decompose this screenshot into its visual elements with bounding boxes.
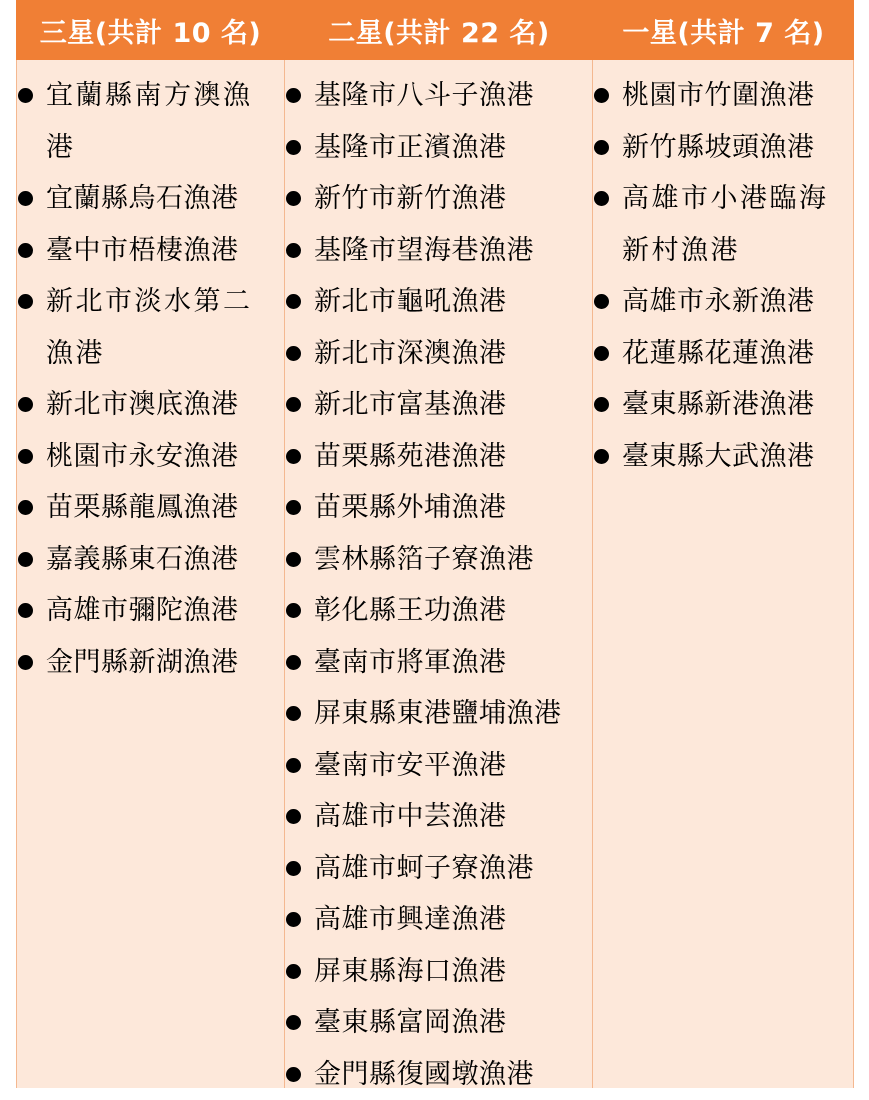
- three-star-list: [17, 70, 284, 688]
- list-item: [593, 173, 853, 276]
- bullet-icon: [286, 397, 301, 412]
- one-star-list: [593, 70, 853, 482]
- bullet-icon: [594, 140, 609, 155]
- port-name: 基隆市望海巷漁港: [314, 235, 534, 266]
- list-item: [285, 688, 592, 740]
- bullet-icon: [594, 449, 609, 464]
- port-name: 高雄市興達漁港: [314, 904, 507, 935]
- bullet-icon: [286, 88, 301, 103]
- port-name: 高雄市中芸漁港: [314, 801, 507, 832]
- port-name: 新北市龜吼漁港: [314, 286, 507, 317]
- list-item: [17, 637, 284, 689]
- list-item: [285, 894, 592, 946]
- port-name: 高雄市小港臨海新村漁港: [622, 183, 829, 266]
- list-item: [285, 997, 592, 1049]
- port-name: 桃園市竹圍漁港: [622, 80, 815, 111]
- bullet-icon: [286, 706, 301, 721]
- port-name: 臺南市安平漁港: [314, 750, 507, 781]
- bullet-icon: [594, 191, 609, 206]
- bullet-icon: [594, 397, 609, 412]
- list-item: [17, 431, 284, 483]
- port-name: 新北市澳底漁港: [46, 389, 239, 420]
- port-name: 高雄市永新漁港: [622, 286, 815, 317]
- port-name: 高雄市蚵子寮漁港: [314, 853, 534, 884]
- bullet-icon: [286, 861, 301, 876]
- list-item: [593, 122, 853, 174]
- bullet-icon: [286, 964, 301, 979]
- header-two-star: 二星(共計 22 名): [285, 0, 593, 60]
- bullet-icon: [18, 552, 33, 567]
- port-name: 新竹縣坡頭漁港: [622, 132, 815, 163]
- list-item: [593, 379, 853, 431]
- list-item: [285, 482, 592, 534]
- list-item: [285, 637, 592, 689]
- list-item: [285, 379, 592, 431]
- bullet-icon: [286, 191, 301, 206]
- port-name: 彰化縣王功漁港: [314, 595, 507, 626]
- header-one-star: 一星(共計 7 名): [593, 0, 854, 60]
- port-name: 高雄市彌陀漁港: [46, 595, 239, 626]
- port-name: 新北市富基漁港: [314, 389, 507, 420]
- bullet-icon: [286, 758, 301, 773]
- list-item: [285, 225, 592, 277]
- fishing-port-rating-table: [16, 0, 854, 1088]
- list-item: [285, 276, 592, 328]
- list-item: [285, 843, 592, 895]
- port-name: 基隆市正濱漁港: [314, 132, 507, 163]
- port-name: 基隆市八斗子漁港: [314, 80, 534, 111]
- port-name: 雲林縣箔子寮漁港: [314, 544, 534, 575]
- port-name: 新竹市新竹漁港: [314, 183, 507, 214]
- list-item: [17, 70, 284, 173]
- bullet-icon: [286, 603, 301, 618]
- list-item: [285, 1049, 592, 1100]
- list-item: [17, 379, 284, 431]
- list-item: [593, 276, 853, 328]
- three-star-column: [16, 60, 285, 1088]
- bullet-icon: [286, 655, 301, 670]
- bullet-icon: [286, 449, 301, 464]
- port-name: 宜蘭縣烏石漁港: [46, 183, 239, 214]
- port-name: 臺東縣大武漁港: [622, 441, 815, 472]
- port-name: 苗栗縣龍鳳漁港: [46, 492, 239, 523]
- port-name: 苗栗縣外埔漁港: [314, 492, 507, 523]
- list-item: [285, 585, 592, 637]
- port-name: 臺東縣新港漁港: [622, 389, 815, 420]
- list-item: [17, 276, 284, 379]
- bullet-icon: [286, 346, 301, 361]
- list-item: [593, 70, 853, 122]
- bullet-icon: [18, 603, 33, 618]
- list-item: [593, 431, 853, 483]
- bullet-icon: [18, 294, 33, 309]
- port-name: 苗栗縣苑港漁港: [314, 441, 507, 472]
- port-name: 金門縣復國墩漁港: [314, 1059, 534, 1090]
- bullet-icon: [18, 243, 33, 258]
- bullet-icon: [286, 809, 301, 824]
- list-item: [285, 534, 592, 586]
- one-star-column: [593, 60, 854, 1088]
- list-item: [17, 225, 284, 277]
- list-item: [17, 585, 284, 637]
- bullet-icon: [594, 346, 609, 361]
- port-name: 臺東縣富岡漁港: [314, 1007, 507, 1038]
- list-item: [285, 173, 592, 225]
- bullet-icon: [18, 397, 33, 412]
- port-name: 桃園市永安漁港: [46, 441, 239, 472]
- two-star-list: [285, 70, 592, 1100]
- bullet-icon: [18, 88, 33, 103]
- bullet-icon: [286, 552, 301, 567]
- list-item: [285, 122, 592, 174]
- list-item: [285, 431, 592, 483]
- header-three-star: 三星(共計 10 名): [16, 0, 285, 60]
- bullet-icon: [594, 88, 609, 103]
- port-name: 臺南市將軍漁港: [314, 647, 507, 678]
- port-name: 宜蘭縣南方澳漁港: [46, 80, 253, 163]
- list-item: [17, 482, 284, 534]
- bullet-icon: [18, 191, 33, 206]
- list-item: [17, 534, 284, 586]
- two-star-column: [285, 60, 593, 1088]
- bullet-icon: [286, 1067, 301, 1082]
- bullet-icon: [286, 140, 301, 155]
- list-item: [285, 740, 592, 792]
- bullet-icon: [286, 243, 301, 258]
- port-name: 臺中市梧棲漁港: [46, 235, 239, 266]
- port-name: 嘉義縣東石漁港: [46, 544, 239, 575]
- list-item: [17, 173, 284, 225]
- port-name: 屏東縣東港鹽埔漁港: [314, 698, 562, 729]
- bullet-icon: [286, 294, 301, 309]
- port-name: 屏東縣海口漁港: [314, 956, 507, 987]
- bullet-icon: [286, 912, 301, 927]
- bullet-icon: [594, 294, 609, 309]
- list-item: [285, 946, 592, 998]
- bullet-icon: [18, 449, 33, 464]
- port-name: 金門縣新湖漁港: [46, 647, 239, 678]
- list-item: [285, 328, 592, 380]
- port-name: 新北市淡水第二漁港: [46, 286, 253, 369]
- bullet-icon: [286, 500, 301, 515]
- bullet-icon: [18, 655, 33, 670]
- bullet-icon: [18, 500, 33, 515]
- list-item: [285, 70, 592, 122]
- bullet-icon: [286, 1015, 301, 1030]
- list-item: [593, 328, 853, 380]
- port-name: 新北市深澳漁港: [314, 338, 507, 369]
- port-name: 花蓮縣花蓮漁港: [622, 338, 815, 369]
- list-item: [285, 791, 592, 843]
